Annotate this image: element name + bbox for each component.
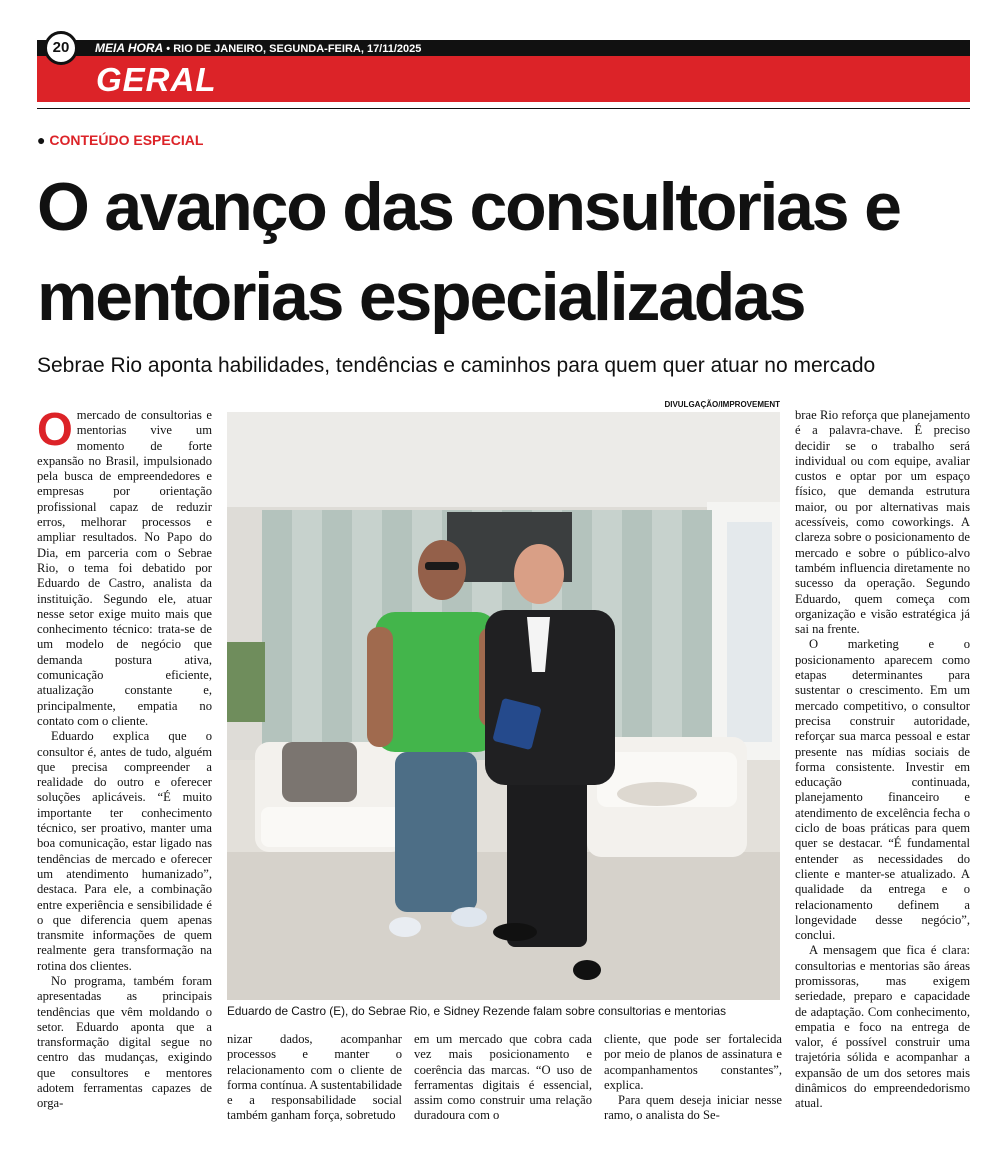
paragraph: O marketing e o posicionamento aparecem como etapas determinantes para sustentar o crescimento. Em um mercado competitivo, o consultor precisa construir autoridade, reforçar sua marca pessoal e estar presente nas mídias sociais de forma consistente. Investir em educação continuada, planejamento financeiro e atendimento de excelência fecha o ciclo de boas práticas para quem quer se destacar. “É fundamental entender as necessidades do cliente e manter-se atualizado. A qualidade da entrega e o relacionamento definem a longevidade desse negócio”, conclui.	[795, 637, 970, 943]
article-column-4	[604, 1032, 782, 1123]
kicker	[37, 131, 203, 149]
paragraph: No programa, também foram apresentadas as principais tendências que vêm moldando o setor. Eduardo aponta que a transformação digital segue no centro das mudanças, exigindo que consultores e mentores adotem ferramentas capazes de orga-	[37, 973, 212, 1111]
photo-illustration	[227, 412, 780, 1000]
bullet-icon: ●	[37, 132, 46, 148]
kicker-label: CONTEÚDO ESPECIAL	[49, 132, 204, 148]
paragraph: Eduardo explica que o consultor é, antes de tudo, alguém que precisa compreender a realidade do outro e oferecer soluções aplicáveis. “É muito importante ter conhecimento técnico, ser proativo, manter uma boa comunicação, estar ligado nas tendências de mercado e oferecer um atendimento humanizado”, destaca. Para ele, a combinação entre experiência e sensibilidade é o que diferencia quem apenas transmite informações de quem realmente gera transformação na rotina dos clientes.	[37, 729, 212, 973]
paragraph: Omercado de consultorias e mentorias vive um momento de forte expansão no Brasil, impulsionado pela busca de empreendedores e empresas por orientação profissional capaz de reduzir erros, melhorar processos e ampliar resultados. No Papo do Dia, em parceria com o Sebrae Rio, o tema foi debatido por Eduardo de Castro, analista da instituição. Segundo ele, atuar nesse setor exige muito mais que conhecimento técnico: trata-se de um modelo de negócio que demanda postura ativa, comunicação eficiente, atualização constante e, principalmente, empatia no contato com o cliente.	[37, 408, 212, 728]
subheadline: Sebrae Rio aponta habilidades, tendências e caminhos para quem quer atuar no mercado	[37, 354, 876, 377]
article-column-3	[414, 1032, 592, 1123]
article-column-1	[37, 408, 212, 1123]
dateline: • RIO DE JANEIRO, SEGUNDA-FEIRA, 17/11/2025	[166, 43, 422, 55]
masthead-bar	[37, 40, 970, 56]
paragraph: brae Rio reforça que planejamento é a palavra-chave. É preciso decidir se o trabalho será individual ou com equipe, avaliar custos e optar por um espaço físico, que demanda estrutura maior, ou por alternativas mais acessíveis, como coworkings. A clareza sobre o posicionamento de mercado e sobre o público-alvo também influencia diretamente no sucesso da operação. Segundo Eduardo, quem começa com organização e visão estratégica já sai na frente.	[795, 408, 970, 637]
paragraph: Para quem deseja iniciar nesse ramo, o analista do Se-	[604, 1093, 782, 1123]
page-number-badge: 20	[44, 31, 78, 65]
drop-cap: O	[37, 408, 73, 455]
photo-caption: Eduardo de Castro (E), do Sebrae Rio, e Sidney Rezende falam sobre consultorias e mentorias	[227, 1004, 727, 1018]
newspaper-brand: MEIA HORA	[95, 41, 164, 55]
paragraph: cliente, que pode ser fortalecida por meio de planos de assinatura e acompanhamentos constantes”, explica.	[604, 1032, 782, 1092]
divider	[37, 108, 970, 109]
photo-credit: DIVULGAÇÃO/IMPROVEMENT	[664, 400, 780, 409]
article-photo	[227, 412, 780, 1000]
paragraph: nizar dados, acompanhar processos e manter o relacionamento com o cliente de forma contínua. A sustentabilidade e a responsabilidade social também ganham força, sobretudo	[227, 1032, 402, 1123]
section-title: GERAL	[96, 61, 217, 98]
article-column-5	[795, 408, 970, 1126]
headline: O avanço das consultorias e mentorias especializadas	[37, 169, 900, 335]
article-column-2	[227, 1032, 402, 1123]
paragraph: em um mercado que cobra cada vez mais posicionamento e coerência das marcas. “O uso de ferramentas digitais é essencial, assim como construir uma relação duradoura com o	[414, 1032, 592, 1123]
paragraph: A mensagem que fica é clara: consultorias e mentorias são áreas promissoras, mas exigem seriedade, preparo e capacidade de adaptação. Com conhecimento, empatia e foco na entrega de valor, é possível construir uma trajetória sólida e acompanhar a expansão de um dos setores mais dinâmicos do empreendedorismo atual.	[795, 943, 970, 1111]
